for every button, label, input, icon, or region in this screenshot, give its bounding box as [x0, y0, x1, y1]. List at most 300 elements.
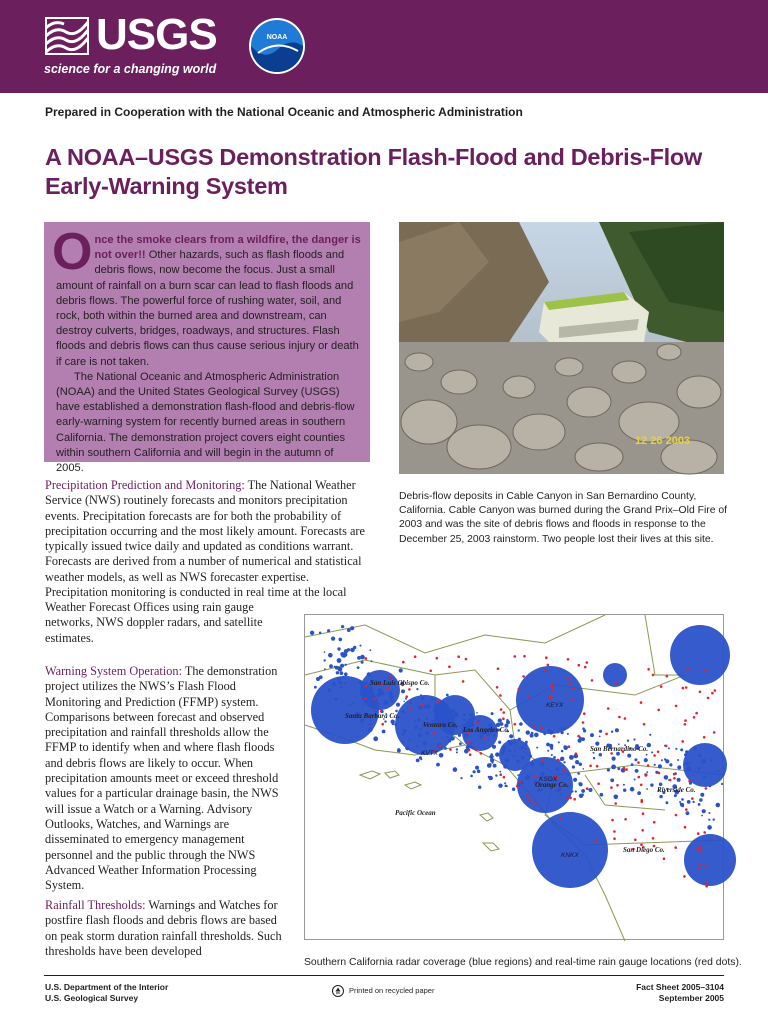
photo-date-stamp: 12 26 2003: [635, 435, 691, 447]
rain-gauge-dot: [499, 773, 502, 776]
radar-speckle: [650, 783, 653, 786]
rain-gauge-dot: [468, 749, 471, 752]
radar-speckle: [420, 694, 422, 696]
radar-speckle: [372, 676, 374, 678]
radar-speckle: [421, 697, 424, 700]
radar-speckle: [498, 718, 502, 722]
radar-speckle: [703, 776, 706, 779]
radar-speckle: [397, 749, 401, 753]
precipitation-section-cont: Weather Forecast Offices using rain gauge networks, NWS doppler radars, and satellite estimates.: [45, 600, 263, 645]
debris-flow-photo: [399, 222, 724, 474]
radar-speckle: [716, 803, 721, 808]
rain-gauge-dot: [547, 664, 550, 667]
rain-gauge-dot: [625, 768, 628, 771]
rain-gauge-dot: [540, 726, 543, 729]
radar-speckle: [382, 730, 386, 734]
radar-speckle: [408, 739, 410, 741]
radar-speckle: [390, 699, 393, 702]
radar-speckle: [665, 759, 669, 763]
radar-speckle: [417, 718, 420, 721]
radar-speckle: [708, 819, 710, 821]
radar-speckle: [495, 752, 499, 756]
radar-speckle: [489, 776, 493, 780]
radar-speckle: [350, 626, 354, 630]
radar-speckle: [514, 741, 516, 743]
radar-speckle: [361, 661, 364, 664]
radar-speckle: [471, 742, 473, 744]
radar-speckle: [543, 732, 546, 735]
radar-speckle: [334, 666, 336, 668]
rain-gauge-dot: [569, 682, 572, 685]
rain-gauge-dot: [682, 687, 685, 690]
radar-speckle: [721, 783, 723, 785]
rain-gauge-dot: [541, 760, 544, 763]
radar-speckle: [610, 778, 614, 782]
rain-gauge-dot: [575, 752, 578, 755]
radar-speckle: [444, 747, 447, 750]
radar-speckle: [459, 742, 462, 745]
usgs-logo[interactable]: [44, 10, 219, 80]
radar-speckle: [644, 758, 648, 762]
radar-speckle: [366, 693, 368, 695]
radar-speckle: [593, 757, 595, 759]
footer-factsheet: [636, 982, 724, 1004]
radar-speckle: [506, 719, 508, 721]
rain-gauge-dot: [705, 882, 708, 885]
radar-speckle: [365, 682, 367, 684]
radar-speckle: [581, 737, 585, 741]
rain-gauge-dot: [614, 802, 617, 805]
radar-speckle: [687, 766, 692, 771]
radar-speckle: [499, 771, 501, 773]
radar-speckle: [389, 695, 393, 699]
rain-gauge-dot: [500, 708, 503, 711]
rain-gauge-dot: [484, 738, 487, 741]
radar-speckle: [561, 731, 564, 734]
radar-speckle: [685, 750, 688, 753]
radar-speckle: [384, 720, 386, 722]
rain-gauge-dot: [573, 798, 576, 801]
rain-gauge-dot: [516, 785, 519, 788]
rain-gauge-dot: [613, 830, 616, 833]
radar-speckle: [627, 754, 631, 758]
radar-speckle: [646, 771, 648, 773]
radar-speckle: [441, 755, 443, 757]
radar-speckle: [521, 756, 525, 760]
radar-speckle: [669, 763, 672, 766]
rain-gauge-dot: [707, 697, 710, 700]
radar-speckle: [454, 713, 459, 718]
radar-speckle: [396, 703, 400, 707]
radar-coverage-area: [670, 625, 730, 685]
radar-speckle: [559, 793, 561, 795]
radar-speckle: [599, 736, 601, 738]
radar-speckle: [416, 688, 418, 690]
intro-lead: nce the smoke clears from a wildfire, the danger is not over!!: [94, 234, 361, 262]
rain-gauge-dot: [684, 723, 687, 726]
radar-speckle: [324, 668, 326, 670]
radar-speckle: [659, 795, 662, 798]
radar-speckle: [463, 713, 466, 716]
radar-speckle: [579, 794, 583, 798]
rain-gauge-dot: [713, 731, 716, 734]
rain-gauge-dot: [653, 754, 656, 757]
recycled-paper-note: [332, 985, 434, 997]
rain-gauge-dot: [705, 865, 708, 868]
rain-gauge-dot: [564, 769, 567, 772]
radar-speckle: [334, 698, 337, 701]
radar-speckle: [575, 790, 577, 792]
rain-gauge-dot: [705, 885, 708, 888]
rain-gauge-dot: [613, 837, 616, 840]
radar-speckle: [504, 782, 506, 784]
radar-speckle: [324, 651, 326, 653]
radar-speckle: [487, 763, 492, 768]
radar-speckle: [717, 770, 719, 772]
radar-speckle: [575, 760, 579, 764]
radar-speckle: [347, 628, 351, 632]
rain-gauge-dot: [657, 709, 660, 712]
radar-speckle: [698, 767, 701, 770]
radar-speckle: [692, 801, 694, 803]
radar-speckle: [536, 747, 538, 749]
radar-speckle: [710, 759, 712, 761]
factsheet-number: Fact Sheet 2005–3104: [636, 982, 724, 992]
precipitation-section: [45, 478, 367, 600]
radar-speckle: [664, 775, 669, 780]
radar-speckle: [456, 751, 458, 753]
radar-speckle: [369, 723, 371, 725]
radar-speckle: [340, 671, 344, 675]
rain-gauge-dot: [462, 680, 465, 683]
radar-speckle: [680, 748, 683, 751]
rain-gauge-dot: [611, 819, 614, 822]
radar-speckle: [426, 705, 429, 708]
page-title: A NOAA–USGS Demonstration Flash-Flood and Debris-Flow Early-Warning System: [45, 144, 702, 199]
rain-gauge-dot: [684, 826, 687, 829]
radar-speckle: [394, 723, 397, 726]
radar-speckle: [549, 732, 552, 735]
radar-speckle: [550, 747, 553, 750]
radar-speckle: [342, 676, 344, 678]
radar-speckle: [328, 688, 332, 692]
radar-speckle: [344, 649, 348, 653]
rain-gauge-dot: [549, 697, 552, 700]
radar-speckle: [436, 763, 440, 767]
radar-speckle: [417, 745, 419, 747]
radar-speckle: [344, 664, 346, 666]
rain-gauge-dot: [559, 818, 562, 821]
rain-gauge-dot: [699, 691, 702, 694]
rain-gauge-dot: [586, 787, 589, 790]
radar-speckle: [674, 794, 677, 797]
radar-speckle: [583, 729, 586, 732]
rain-gauge-dot: [675, 705, 678, 708]
radar-speckle: [553, 756, 556, 759]
radar-speckle: [615, 728, 619, 732]
rain-gauge-dot: [518, 688, 521, 691]
radar-speckle: [446, 694, 449, 697]
rain-gauge-dot: [582, 721, 585, 724]
rain-gauge-dot: [637, 761, 640, 764]
radar-speckle: [352, 702, 354, 704]
radar-speckle: [331, 637, 335, 641]
rain-gauge-dot: [502, 717, 505, 720]
radar-speckle: [699, 798, 703, 802]
rain-gauge-dot: [685, 686, 688, 689]
radar-speckle: [418, 733, 422, 737]
radar-speckle: [414, 725, 417, 728]
radar-speckle: [668, 747, 670, 749]
radar-speckle: [338, 681, 342, 685]
rain-gauge-dot: [634, 839, 637, 842]
radar-speckle: [560, 757, 564, 761]
radar-speckle: [468, 745, 470, 747]
rain-gauge-dot: [652, 674, 655, 677]
radar-speckle: [698, 803, 701, 806]
rain-gauge-dot: [551, 689, 554, 692]
footer-survey: U.S. Geological Survey: [45, 993, 139, 1003]
radar-speckle: [607, 768, 610, 771]
radar-speckle: [476, 712, 478, 714]
county-label: San Luis Obispo Co.: [370, 679, 430, 687]
county-label: Ventura Co.: [423, 721, 458, 729]
rainfall-section: [45, 898, 290, 959]
radar-coverage-map: [304, 614, 724, 940]
rain-gauge-dot: [551, 686, 554, 689]
rain-gauge-dot: [553, 735, 556, 738]
radar-speckle: [571, 790, 573, 792]
rain-gauge-dot: [616, 784, 619, 787]
radar-speckle: [495, 774, 497, 776]
rain-gauge-dot: [589, 765, 592, 768]
radar-coverage-area: [532, 812, 608, 888]
radar-speckle: [611, 765, 616, 770]
rain-gauge-dot: [640, 784, 643, 787]
rain-gauge-dot: [640, 701, 643, 704]
radar-speckle: [567, 774, 569, 776]
radar-speckle: [530, 762, 534, 766]
radar-speckle: [611, 731, 613, 733]
rain-gauge-dot: [666, 675, 669, 678]
rain-gauge-dot: [591, 679, 594, 682]
precipitation-body-a: The National Weather Service (NWS) routinely forecasts and monitors precipitation events. Precipitation forecasts are for both the probability of precipitation occurring and the most likely amount. Forecasts are typically issued twice daily and updated as conditions warrant. Forecasts are derived from a number of numerical and statistical weather models, as well as NWS forecaster expertise. Precipitation monitoring is conducted in real time at the local: [45, 478, 365, 600]
photo-caption: Debris-flow deposits in Cable Canyon in San Bernardino County, California. Cable Canyon was burned during the Grand Prix–Old Fire of 2003 and was the site of debris flows and floods in response to the December 25, 2003 rainstorm. Two people lost their lives at this site.: [399, 491, 728, 545]
radar-speckle: [521, 781, 524, 784]
radar-speckle: [503, 764, 507, 768]
radar-speckle: [310, 631, 314, 635]
footer-agency: [45, 982, 168, 1004]
radar-speckle: [350, 648, 355, 653]
rain-gauge-dot: [405, 695, 408, 698]
radar-speckle: [617, 767, 620, 770]
radar-speckle: [492, 745, 496, 749]
radar-station-label: KEYX: [546, 702, 564, 709]
radar-station-label: KVTX: [421, 750, 438, 757]
rain-gauge-dot: [624, 818, 627, 821]
rain-gauge-dot: [476, 721, 479, 724]
radar-speckle: [426, 718, 428, 720]
radar-speckle: [707, 825, 712, 830]
radar-speckle: [435, 704, 439, 708]
radar-speckle: [589, 788, 593, 792]
radar-speckle: [631, 763, 634, 766]
radar-speckle: [590, 733, 594, 737]
radar-speckle: [337, 647, 340, 650]
intro-paragraph-1: [52, 223, 362, 370]
radar-speckle: [403, 741, 405, 743]
radar-speckle: [389, 691, 392, 694]
precipitation-heading: Precipitation Prediction and Monitoring:: [45, 478, 245, 492]
radar-speckle: [360, 645, 362, 647]
radar-speckle: [473, 770, 476, 773]
radar-speckle: [367, 672, 371, 676]
county-label: Orange Co.: [535, 781, 569, 789]
radar-speckle: [677, 759, 679, 761]
rain-gauge-dot: [595, 840, 598, 843]
rain-gauge-dot: [514, 723, 517, 726]
radar-speckle: [344, 672, 348, 676]
rain-gauge-dot: [700, 850, 703, 853]
radar-speckle: [682, 805, 684, 807]
radar-speckle: [363, 705, 365, 707]
rain-gauge-dot: [557, 759, 560, 762]
factsheet-date: September 2005: [658, 993, 724, 1003]
noaa-logo[interactable]: [248, 17, 306, 75]
rain-gauge-dot: [365, 685, 368, 688]
radar-speckle: [675, 748, 677, 750]
rain-gauge-dot: [522, 675, 525, 678]
radar-speckle: [516, 760, 519, 763]
recycle-icon: [332, 985, 344, 997]
recycled-paper-text: Printed on recycled paper: [349, 985, 435, 995]
radar-speckle: [563, 745, 567, 749]
radar-speckle: [559, 728, 561, 730]
usgs-tagline: science for a changing world: [44, 62, 217, 76]
radar-speckle: [360, 655, 365, 660]
radar-speckle: [709, 785, 712, 788]
radar-speckle: [493, 764, 497, 768]
rain-gauge-dot: [693, 716, 696, 719]
rain-gauge-dot: [499, 694, 502, 697]
radar-speckle: [471, 746, 474, 749]
rain-gauge-dot: [586, 661, 589, 664]
map-caption: Southern California radar coverage (blue regions) and real-time rain gauge locations (red dots).: [304, 957, 742, 968]
radar-speckle: [518, 738, 521, 741]
radar-speckle: [569, 755, 574, 760]
radar-speckle: [551, 754, 553, 756]
radar-speckle: [529, 754, 532, 757]
radar-speckle: [410, 702, 412, 704]
radar-speckle: [681, 798, 684, 801]
radar-speckle: [425, 731, 429, 735]
rain-gauge-dot: [514, 655, 517, 658]
radar-speckle: [561, 750, 564, 753]
radar-speckle: [420, 758, 422, 760]
rain-gauge-dot: [663, 857, 666, 860]
rain-gauge-dot: [675, 814, 678, 817]
radar-coverage: [310, 625, 736, 888]
rain-gauge-dot: [641, 829, 644, 832]
radar-speckle: [405, 746, 409, 750]
rain-gauge-dot: [697, 832, 700, 835]
rain-gauge-dot: [658, 772, 661, 775]
radar-speckle: [491, 712, 494, 715]
radar-speckle: [698, 754, 701, 757]
radar-speckle: [328, 653, 333, 658]
rain-gauge-dot: [685, 808, 688, 811]
rain-gauge-dot: [695, 712, 698, 715]
footer-divider: [44, 975, 724, 976]
usgs-wave-icon: [44, 16, 90, 56]
radar-speckle: [646, 754, 648, 756]
rain-gauge-dot: [429, 670, 432, 673]
radar-speckle: [498, 784, 502, 788]
footer-department: U.S. Department of the Interior: [45, 982, 169, 992]
rain-gauge-dot: [705, 787, 708, 790]
rain-gauge-dot: [647, 764, 650, 767]
rain-gauge-dot: [703, 736, 706, 739]
radar-speckle: [337, 658, 342, 663]
radar-speckle: [371, 660, 373, 662]
county-label: San Bernardino Co.: [590, 745, 649, 753]
rain-gauge-dot: [674, 846, 677, 849]
radar-speckle: [512, 788, 515, 791]
rain-gauge-dot: [527, 695, 530, 698]
rain-gauge-dot: [365, 657, 368, 660]
radar-station-label: KNKX: [561, 852, 579, 859]
radar-speckle: [637, 791, 641, 795]
radar-speckle: [470, 775, 473, 778]
radar-speckle: [563, 727, 566, 730]
radar-speckle: [498, 741, 501, 744]
radar-speckle: [401, 734, 403, 736]
radar-speckle: [572, 765, 575, 768]
radar-speckle: [701, 759, 706, 764]
radar-speckle: [627, 740, 629, 742]
radar-speckle: [460, 777, 462, 779]
rain-gauge-dot: [381, 723, 384, 726]
radar-speckle: [444, 717, 447, 720]
radar-speckle: [634, 758, 637, 761]
radar-speckle: [524, 742, 528, 746]
radar-speckle: [567, 733, 569, 735]
rain-gauge-dot: [673, 777, 676, 780]
county-label: San Diego Co.: [623, 846, 665, 854]
radar-speckle: [370, 687, 374, 691]
radar-speckle: [447, 709, 451, 713]
county-label: Riverside Co.: [657, 786, 696, 794]
radar-speckle: [340, 664, 344, 668]
rain-gauge-dot: [567, 677, 570, 680]
rain-gauge-dot: [641, 799, 644, 802]
rain-gauge-dot: [364, 697, 367, 700]
radar-speckle: [453, 767, 458, 772]
radar-speckle: [579, 763, 582, 766]
radar-speckle: [506, 785, 508, 787]
rain-gauge-dot: [684, 719, 687, 722]
radar-speckle: [600, 793, 604, 797]
radar-coverage-area: [603, 663, 627, 687]
rain-gauge-dot: [673, 773, 676, 776]
radar-speckle: [416, 759, 420, 763]
rain-gauge-dot: [533, 725, 536, 728]
rain-gauge-dot: [529, 799, 532, 802]
rain-gauge-dot: [577, 735, 580, 738]
radar-speckle: [507, 740, 510, 743]
radar-speckle: [521, 746, 524, 749]
rain-gauge-dot: [642, 812, 645, 815]
